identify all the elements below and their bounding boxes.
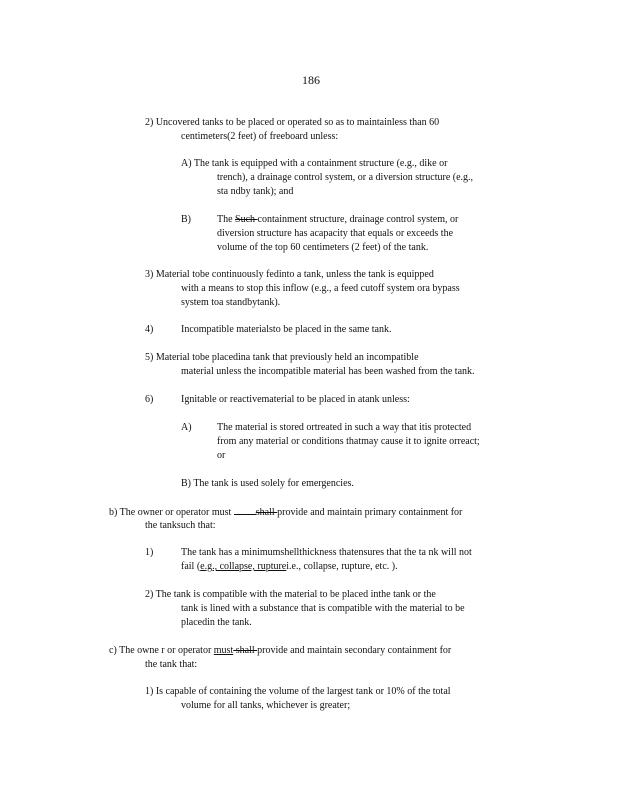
item-6-text: Ignitable or reactivematerial to be placed in atank unless:: [181, 394, 410, 405]
item-2b-post: containment structure, drainage control system, or: [257, 214, 459, 225]
blank-underline: [234, 505, 256, 515]
item-2b-line-3: volume of the top 60 centimeters (2 feet) of the tank.: [217, 242, 429, 253]
item-2a-line-1: A) The tank is equipped with a containment structure (e.g., dike or: [181, 158, 448, 169]
section-c-pre: c) The owne r or operator: [109, 645, 214, 656]
item-3-line-3: system toa standbytank).: [181, 297, 281, 308]
item-4-label: 4): [145, 324, 154, 335]
item-6a-line-2: from any material or conditions thatmay cause it to ignite orreact;: [217, 436, 480, 447]
section-c-1-line-2: volume for all tanks, whichever is greater;: [181, 700, 351, 711]
item-2b-line-1: [217, 213, 458, 227]
deleted-text: Such: [235, 214, 258, 225]
item-6a-line-1: The material is stored ortreated in such a way that itis protected: [217, 422, 472, 433]
deleted-text: shall: [255, 507, 278, 518]
item-6-label: 6): [145, 394, 154, 405]
item-6a-label: A): [181, 422, 192, 433]
page-number: 186: [302, 73, 320, 87]
item-2b-line-2: diversion structure has acapacity that equals or exceeds the: [217, 228, 454, 239]
item-6b-text: B) The tank is used solely for emergencies.: [181, 478, 354, 489]
item-6a-line-3: or: [217, 450, 226, 461]
section-b-line-2: the tanksuch that:: [145, 520, 216, 531]
section-b-1-label: 1): [145, 547, 154, 558]
section-c-line-2: the tank that:: [145, 659, 198, 670]
item-3-line-2: with a means to stop this inflow (e.g., a feed cutoff system ora bypass: [181, 283, 460, 294]
section-b-1-pre: fail (: [181, 561, 201, 572]
inserted-text: must: [213, 645, 234, 656]
item-2a-line-3: sta ndby tank); and: [217, 186, 294, 197]
section-b-line-1: [109, 505, 462, 520]
deleted-text: e.g., collapse, rupture: [200, 561, 287, 572]
item-2a-line-2: trench), a drainage control system, or a diversion structure (e.g.,: [217, 172, 474, 183]
item-5-line-2: material unless the incompatible material has been washed from the tank.: [181, 366, 475, 377]
item-5-line-1: 5) Material tobe placedina tank that previously held an incompatible: [145, 352, 419, 363]
item-3-line-1: 3) Material tobe continuously fedinto a tank, unless the tank is equipped: [145, 269, 434, 280]
section-c-1-line-1: 1) Is capable of containing the volume of the largest tank or 10% of the total: [145, 686, 451, 697]
section-b-2-line-2: tank is lined with a substance that is compatible with the material to be: [181, 603, 465, 614]
item-2-line-1: 2) Uncovered tanks to be placed or operated so as to maintainless than 60: [145, 117, 440, 128]
item-4-text: Incompatible materialsto be placed in the same tank.: [181, 324, 392, 335]
section-b-1-post: i.e., collapse, rupture, etc. ).: [286, 561, 398, 572]
section-b-2-line-3: placedin the tank.: [181, 617, 252, 628]
section-b-2-line-1: 2) The tank is compatible with the material to be placed inthe tank or the: [145, 589, 436, 600]
section-c-line-1: [109, 644, 451, 658]
section-b-pre: b) The owner or operator must: [109, 507, 234, 518]
item-2b-label: B): [181, 214, 191, 225]
section-b-1-line-2: [181, 560, 398, 574]
section-b-1-line-1: The tank has a minimumshellthickness thatensures that the ta nk will not: [181, 547, 472, 558]
item-2b-pre: The: [217, 214, 236, 225]
item-2-line-2: centimeters(2 feet) of freeboard unless:: [181, 131, 339, 142]
section-b-post: provide and maintain primary containment for: [277, 507, 463, 518]
deleted-text: shall: [233, 645, 258, 656]
section-c-post: provide and maintain secondary containment for: [257, 645, 452, 656]
